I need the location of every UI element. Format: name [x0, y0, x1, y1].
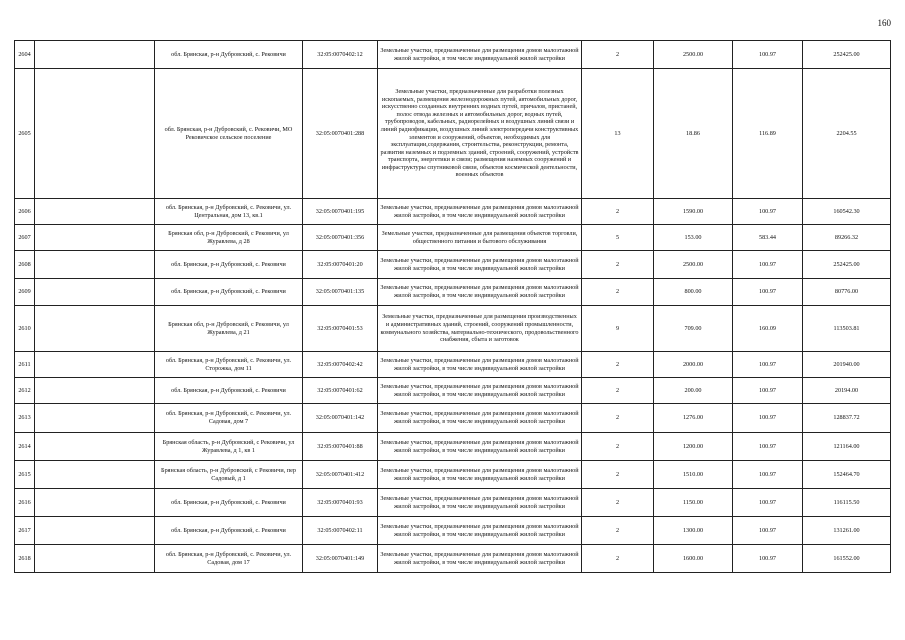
specific-value-cell: 100.97 — [733, 517, 803, 545]
row-number-cell: 2617 — [15, 517, 35, 545]
cadastral-value-cell: 113503.81 — [803, 306, 891, 352]
row-number-cell: 2604 — [15, 41, 35, 69]
use-group-cell: 2 — [582, 489, 654, 517]
row-number-cell: 2614 — [15, 433, 35, 461]
use-group-cell: 2 — [582, 433, 654, 461]
use-group-cell: 2 — [582, 41, 654, 69]
cadastral-number-cell: 32:05:0070401:135 — [303, 279, 378, 306]
table-row — [15, 433, 891, 461]
cadastral-number-cell: 32:05:0070402:12 — [303, 41, 378, 69]
cadastral-value-table — [14, 40, 891, 573]
address-cell: Брянская обл, р-н Дубровский, с Рековичи, ул Журавлева, д 28 — [155, 225, 303, 251]
land-use-cell: Земельные участки, предназначенные для размещения домов малоэтажной жилой застройки, в том числе индивидуальной жилой застройки — [378, 461, 582, 489]
use-group-cell: 2 — [582, 545, 654, 573]
area-cell: 800.00 — [654, 279, 733, 306]
cadastral-number-cell: 32:05:0070402:42 — [303, 352, 378, 378]
table-row — [15, 545, 891, 573]
cadastral-value-cell: 80776.00 — [803, 279, 891, 306]
table-row — [15, 41, 891, 69]
cadastral-value-cell: 161552.00 — [803, 545, 891, 573]
address-cell: Брянская область, р-н Дубровский, с Рековичи, ул Журавлева, д 1, кв 1 — [155, 433, 303, 461]
row-number-cell: 2613 — [15, 404, 35, 433]
cadastral-number-cell: 32:05:0070401:88 — [303, 433, 378, 461]
row-number-cell: 2609 — [15, 279, 35, 306]
empty-cell — [35, 199, 155, 225]
land-use-cell: Земельные участки, предназначенные для размещения домов малоэтажной жилой застройки, в том числе индивидуальной жилой застройки — [378, 352, 582, 378]
land-use-cell: Земельные участки, предназначенные для размещения объектов торговли, общественного питания и бытового обслуживания — [378, 225, 582, 251]
row-number-cell: 2615 — [15, 461, 35, 489]
address-cell: обл. Брянская, р-н Дубровский, с. Рековичи — [155, 378, 303, 404]
area-cell: 1600.00 — [654, 545, 733, 573]
specific-value-cell: 100.97 — [733, 433, 803, 461]
land-use-cell: Земельные участки, предназначенные для размещения домов малоэтажной жилой застройки, в том числе индивидуальной жилой застройки — [378, 279, 582, 306]
row-number-cell: 2608 — [15, 251, 35, 279]
empty-cell — [35, 517, 155, 545]
area-cell: 18.86 — [654, 69, 733, 199]
empty-cell — [35, 433, 155, 461]
area-cell: 153.00 — [654, 225, 733, 251]
area-cell: 200.00 — [654, 378, 733, 404]
specific-value-cell: 100.97 — [733, 279, 803, 306]
cadastral-value-cell: 160542.30 — [803, 199, 891, 225]
cadastral-number-cell: 32:05:0070401:149 — [303, 545, 378, 573]
land-use-cell: Земельные участки, предназначенные для размещения домов малоэтажной жилой застройки, в том числе индивидуальной жилой застройки — [378, 433, 582, 461]
use-group-cell: 2 — [582, 251, 654, 279]
cadastral-value-cell: 131261.00 — [803, 517, 891, 545]
cadastral-value-cell: 121164.00 — [803, 433, 891, 461]
cadastral-number-cell: 32:05:0070402:11 — [303, 517, 378, 545]
cadastral-value-cell: 89266.32 — [803, 225, 891, 251]
row-number-cell: 2618 — [15, 545, 35, 573]
table-row — [15, 69, 891, 199]
empty-cell — [35, 69, 155, 199]
address-cell: обл. Брянская, р-н Дубровский, с. Рековичи, ул. Садовая, дом 7 — [155, 404, 303, 433]
cadastral-value-cell: 20194.00 — [803, 378, 891, 404]
area-cell: 1510.00 — [654, 461, 733, 489]
specific-value-cell: 100.97 — [733, 352, 803, 378]
specific-value-cell: 100.97 — [733, 378, 803, 404]
land-use-cell: Земельные участки, предназначенные для размещения домов малоэтажной жилой застройки, в том числе индивидуальной жилой застройки — [378, 378, 582, 404]
empty-cell — [35, 404, 155, 433]
cadastral-value-cell: 152464.70 — [803, 461, 891, 489]
area-cell: 2500.00 — [654, 41, 733, 69]
table-row — [15, 251, 891, 279]
address-cell: обл. Брянская, р-н Дубровский, с. Рековичи, ул. Садовая, дом 17 — [155, 545, 303, 573]
cadastral-number-cell: 32:05:0070401:142 — [303, 404, 378, 433]
table-row — [15, 306, 891, 352]
specific-value-cell: 160.09 — [733, 306, 803, 352]
empty-cell — [35, 545, 155, 573]
land-use-cell: Земельные участки, предназначенные для размещения домов малоэтажной жилой застройки, в том числе индивидуальной жилой застройки — [378, 517, 582, 545]
use-group-cell: 2 — [582, 279, 654, 306]
land-use-cell: Земельные участки, предназначенные для размещения производственных и административных зданий, строений, сооружений промышленности, коммунального хозяйства, материально-технического, продовольственного снабжения, сбыта и заготовок — [378, 306, 582, 352]
area-cell: 709.00 — [654, 306, 733, 352]
cadastral-value-cell: 2204.55 — [803, 69, 891, 199]
empty-cell — [35, 251, 155, 279]
area-cell: 1150.00 — [654, 489, 733, 517]
table-row — [15, 279, 891, 306]
specific-value-cell: 583.44 — [733, 225, 803, 251]
use-group-cell: 5 — [582, 225, 654, 251]
empty-cell — [35, 378, 155, 404]
specific-value-cell: 116.89 — [733, 69, 803, 199]
row-number-cell: 2607 — [15, 225, 35, 251]
use-group-cell: 2 — [582, 199, 654, 225]
table-row — [15, 461, 891, 489]
use-group-cell: 2 — [582, 404, 654, 433]
empty-cell — [35, 489, 155, 517]
table-row — [15, 489, 891, 517]
table-row — [15, 199, 891, 225]
cadastral-number-cell: 32:05:0070401:288 — [303, 69, 378, 199]
area-cell: 1300.00 — [654, 517, 733, 545]
address-cell: обл. Брянская, р-н Дубровский, с. Рековичи — [155, 41, 303, 69]
cadastral-value-cell: 252425.00 — [803, 41, 891, 69]
row-number-cell: 2610 — [15, 306, 35, 352]
empty-cell — [35, 41, 155, 69]
row-number-cell: 2616 — [15, 489, 35, 517]
row-number-cell: 2612 — [15, 378, 35, 404]
area-cell: 2500.00 — [654, 251, 733, 279]
cadastral-number-cell: 32:05:0070401:62 — [303, 378, 378, 404]
use-group-cell: 2 — [582, 352, 654, 378]
specific-value-cell: 100.97 — [733, 199, 803, 225]
area-cell: 1590.00 — [654, 199, 733, 225]
page-number: 160 — [877, 18, 891, 28]
address-cell: обл. Брянская, р-н Дубровский, с. Рековичи — [155, 251, 303, 279]
empty-cell — [35, 352, 155, 378]
area-cell: 1276.00 — [654, 404, 733, 433]
address-cell: обл. Брянская, р-н Дубровский, с. Рековичи — [155, 517, 303, 545]
use-group-cell: 9 — [582, 306, 654, 352]
table-row — [15, 378, 891, 404]
empty-cell — [35, 225, 155, 251]
table-row — [15, 352, 891, 378]
specific-value-cell: 100.97 — [733, 41, 803, 69]
use-group-cell: 2 — [582, 461, 654, 489]
cadastral-value-cell: 252425.00 — [803, 251, 891, 279]
address-cell: обл. Брянская, р-н Дубровский, с. Рековичи, ул. Сторожка, дом 11 — [155, 352, 303, 378]
address-cell: Брянская обл, р-н Дубровский, с Рековичи, ул Журавлева, д 21 — [155, 306, 303, 352]
use-group-cell: 13 — [582, 69, 654, 199]
address-cell: обл. Брянская, р-н Дубровский, с. Рековичи — [155, 279, 303, 306]
address-cell: обл. Брянская, р-н Дубровский, с. Рековичи, МО Рековичское сельское поселение — [155, 69, 303, 199]
cadastral-value-cell: 128837.72 — [803, 404, 891, 433]
empty-cell — [35, 279, 155, 306]
land-use-cell: Земельные участки, предназначенные для разработки полезных ископаемых, размещения железнодорожных путей, автомобильных дорог, искусственно созданных внутренних водных путей, причалов, пристаней, полос отвода железных и автомобильных дорог, водных путей, трубопроводов, кабельных, радиорелейных и воздушных линий связи и линий радиофикации, воздушных линий электропередачи конструктивных элементов и сооружений, объектов, необходимых для эксплуатации,содержания, строительства, реконструкции, ремонта, развития наземных и подземных зданий, строений, сооружений, устройств транспорта, энергетики и связи; размещения наземных сооружений и инфраструктуры спутниковой связи, объектов космической деятельности, военных объектов — [378, 69, 582, 199]
specific-value-cell: 100.97 — [733, 489, 803, 517]
land-use-cell: Земельные участки, предназначенные для размещения домов малоэтажной жилой застройки, в том числе индивидуальной жилой застройки — [378, 199, 582, 225]
address-cell: обл. Брянская, р-н Дубровский, с. Рековичи, ул. Центральная, дом 13, кв.1 — [155, 199, 303, 225]
land-use-cell: Земельные участки, предназначенные для размещения домов малоэтажной жилой застройки, в том числе индивидуальной жилой застройки — [378, 545, 582, 573]
use-group-cell: 2 — [582, 517, 654, 545]
cadastral-number-cell: 32:05:0070401:93 — [303, 489, 378, 517]
use-group-cell: 2 — [582, 378, 654, 404]
specific-value-cell: 100.97 — [733, 251, 803, 279]
cadastral-number-cell: 32:05:0070401:356 — [303, 225, 378, 251]
table-row — [15, 225, 891, 251]
cadastral-number-cell: 32:05:0070401:20 — [303, 251, 378, 279]
table-row — [15, 404, 891, 433]
specific-value-cell: 100.97 — [733, 461, 803, 489]
row-number-cell: 2605 — [15, 69, 35, 199]
cadastral-number-cell: 32:05:0070401:412 — [303, 461, 378, 489]
land-use-cell: Земельные участки, предназначенные для размещения домов малоэтажной жилой застройки, в том числе индивидуальной жилой застройки — [378, 489, 582, 517]
cadastral-value-cell: 201940.00 — [803, 352, 891, 378]
address-cell: Брянская область, р-н Дубровский, с Рековичи, пер Садовый, д 1 — [155, 461, 303, 489]
row-number-cell: 2611 — [15, 352, 35, 378]
land-use-cell: Земельные участки, предназначенные для размещения домов малоэтажной жилой застройки, в том числе индивидуальной жилой застройки — [378, 404, 582, 433]
specific-value-cell: 100.97 — [733, 404, 803, 433]
specific-value-cell: 100.97 — [733, 545, 803, 573]
address-cell: обл. Брянская, р-н Дубровский, с. Рековичи — [155, 489, 303, 517]
land-use-cell: Земельные участки, предназначенные для размещения домов малоэтажной жилой застройки, в том числе индивидуальной жилой застройки — [378, 41, 582, 69]
row-number-cell: 2606 — [15, 199, 35, 225]
area-cell: 1200.00 — [654, 433, 733, 461]
empty-cell — [35, 306, 155, 352]
cadastral-number-cell: 32:05:0070401:195 — [303, 199, 378, 225]
area-cell: 2000.00 — [654, 352, 733, 378]
cadastral-number-cell: 32:05:0070401:53 — [303, 306, 378, 352]
land-use-cell: Земельные участки, предназначенные для размещения домов малоэтажной жилой застройки, в том числе индивидуальной жилой застройки — [378, 251, 582, 279]
cadastral-value-cell: 116115.50 — [803, 489, 891, 517]
table-row — [15, 517, 891, 545]
empty-cell — [35, 461, 155, 489]
